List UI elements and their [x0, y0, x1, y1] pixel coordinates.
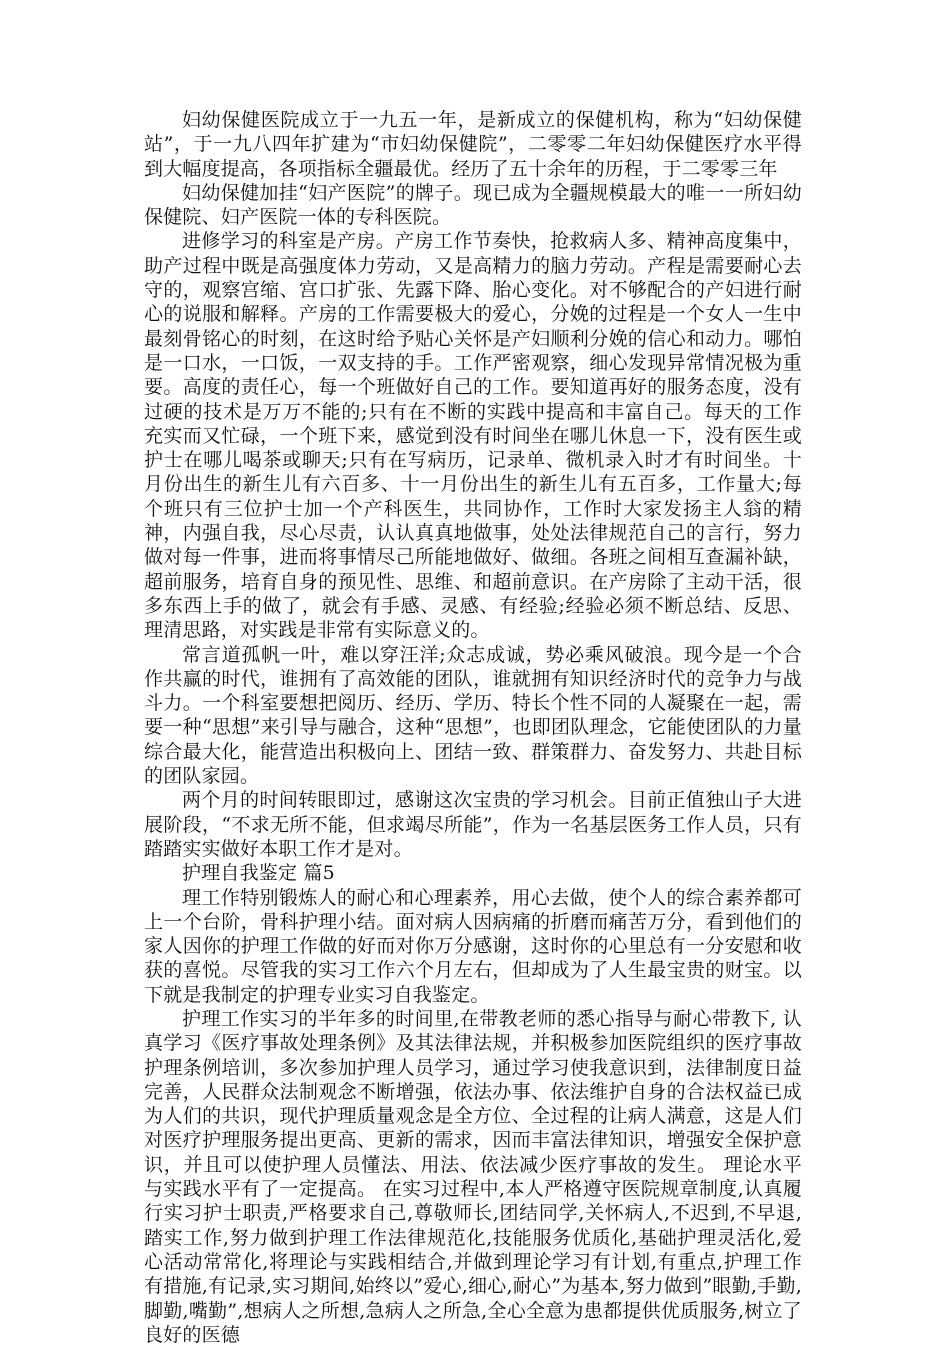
paragraph-hospital-history: 妇幼保健医院成立于一九五一年，是新成立的保健机构，称为“妇幼保健站”，于一九八四年扩建为“市妇幼保健院”，二零零二年妇幼保健医疗水平得到大幅度提高，各项指标全疆最优。经历了五十余年的历程，于二零零三年: [144, 109, 802, 180]
paragraph-closing: 两个月的时间转眼即过，感谢这次宝贵的学习机会。目前正值独山子大进展阶段，“不求无所不能，但求竭尽所能”，作为一名基层医务工作人员，只有踏踏实实做好本职工作才是对。: [144, 789, 802, 860]
paragraph-hospital-status: 妇幼保健加挂“妇产医院”的牌子。现已成为全疆规模最大的唯一一所妇幼保健院、妇产医院一体的专科医院。: [144, 181, 802, 229]
paragraph-teamwork: 常言道孤帆一叶，难以穿汪洋;众志成诚，势必乘风破浪。现今是一个合作共赢的时代，谁拥有了高效能的团队，谁就拥有知识经济时代的竞争力与战斗力。一个科室要想把阅历、经历、学历、特长个性不同的人凝聚在一起，需要一种“思想”来引导与融合，这种“思想”，也即团队理念，它能使团队的力量综合最大化，能营造出积极向上、团结一致、群策群力、奋发努力、共赴目标的团队家园。: [144, 643, 802, 788]
document-body: [144, 108, 802, 1347]
paragraph-nursing-intro: 理工作特别锻炼人的耐心和心理素养，用心去做，使个人的综合素养都可上一个台阶，骨科护理小结。面对病人因病痛的折磨而痛苦万分，看到他们的家人因你的护理工作做的好而对你万分感谢，这时你的心里总有一分安慰和收获的喜悦。尽管我的实习工作六个月左右，但却成为了人生最宝贵的财宝。以下就是我制定的护理专业实习自我鉴定。: [144, 886, 802, 1006]
paragraph-nursing-practice: 护理工作实习的半年多的时间里,在带教老师的悉心指导与耐心带教下, 认真学习《医疗事故处理条例》及其法律法规，并积极参加医院组织的医疗事故护理条例培训，多次参加护理人员学习，通过学习使我意识到，法律制度日益完善，人民群众法制观念不断增强，依法办事、依法维护自身的合法权益已成为人们的共识，现代护理质量观念是全方位、全过程的让病人满意，这是人们对医疗护理服务提出更高、更新的需求，因而丰富法律知识，增强安全保护意识，并且可以使护理人员懂法、用法、依法减少医疗事故的发生。 理论水平与实践水平有了一定提高。 在实习过程中,本人严格遵守医院规章制度,认真履行实习护士职责,严格要求自己,尊敬师长,团结同学,关怀病人,不迟到,不早退,踏实工作,努力做到护理工作法律规范化,技能服务优质化,基础护理灵活化,爱心活动常常化,将理论与实践相结合,并做到理论学习有计划,有重点,护理工作有措施,有记录,实习期间,始终以”爱心,细心,耐心”为基本,努力做到”眼勤,手勤,脚勤,嘴勤”,想病人之所想,急病人之所急,全心全意为患都提供优质服务,树立了良好的医德: [144, 1007, 802, 1346]
paragraph-delivery-room: 进修学习的科室是产房。产房工作节奏快，抢救病人多、精神高度集中，助产过程中既是高强度体力劳动，又是高精力的脑力劳动。产程是需要耐心去守的，观察宫缩、宫口扩张、先露下降、胎心变化。对不够配合的产妇进行耐心的说服和解释。产房的工作需要极大的爱心，分娩的过程是一个女人一生中最刻骨铭心的时刻，在这时给予贴心关怀是产妇顺利分娩的信心和动力。哪怕是一口水，一口饭，一双支持的手。工作严密观察，细心发现异常情况极为重要。高度的责任心，每一个班做好自己的工作。要知道再好的服务态度，没有过硬的技术是万万不能的;只有在不断的实践中提高和丰富自己。每天的工作充实而又忙碌，一个班下来，感觉到没有时间坐在哪儿休息一下，没有医生或护士在哪儿喝茶或聊天;只有在写病历，记录单、微机录入时才有时间坐。十月份出生的新生儿有六百多、十一月份出生的新生儿有五百多，工作量大;每个班只有三位护士加一个产科医生，共同协作，工作时大家发扬主人翁的精神，内强自我，尽心尽责，认认真真地做事，处处法律规范自己的言行，努力做对每一件事，进而将事情尽己所能地做好、做细。各班之间相互查漏补缺，超前服务，培育自身的预见性、思维、和超前意识。在产房除了主动干活，很多东西上手的做了，就会有手感、灵感、有经验;经验必须不断总结、反思、理清思路，对实践是非常有实际意义的。: [144, 230, 802, 642]
section-heading: 护理自我鉴定 篇5: [182, 862, 335, 885]
